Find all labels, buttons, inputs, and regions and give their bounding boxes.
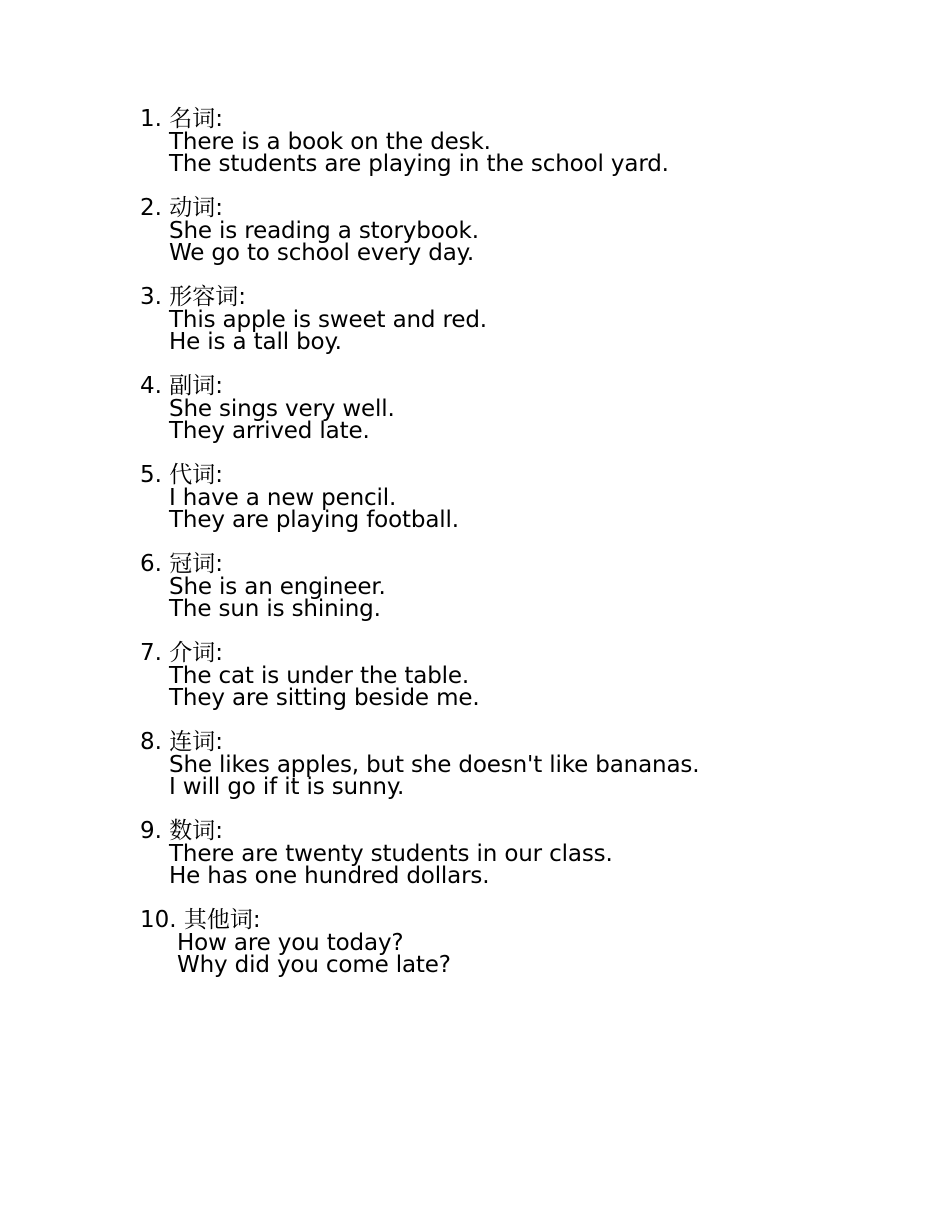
section-heading: 5. 代词:: [140, 462, 224, 488]
example-sentence: They arrived late.: [169, 418, 370, 444]
example-sentence: She likes apples, but she doesn't like bananas.: [169, 752, 700, 778]
example-sentence: We go to school every day.: [169, 240, 475, 266]
section-heading: 10. 其他词:: [140, 907, 261, 933]
section-other-words: [140, 908, 900, 976]
section-heading: 1. 名词:: [140, 106, 224, 132]
section-articles: [140, 552, 900, 620]
section-heading: 3. 形容词:: [140, 284, 247, 310]
example-sentence: The sun is shining.: [169, 596, 381, 622]
section-numerals: [140, 819, 900, 887]
example-sentence: I will go if it is sunny.: [169, 774, 405, 800]
section-heading: 2. 动词:: [140, 195, 224, 221]
section-heading: 8. 连词:: [140, 729, 224, 755]
example-sentence: There are twenty students in our class.: [169, 841, 613, 867]
section-adjectives: [140, 285, 900, 353]
example-sentence: He is a tall boy.: [169, 329, 342, 355]
example-sentence: She is reading a storybook.: [169, 218, 479, 244]
example-sentence: She sings very well.: [169, 396, 395, 422]
section-conjunctions: [140, 730, 900, 798]
example-sentence: They are playing football.: [169, 507, 459, 533]
example-sentence: How are you today?: [177, 930, 404, 956]
section-heading: 7. 介词:: [140, 640, 224, 666]
document-page: [140, 107, 900, 997]
section-adverbs: [140, 374, 900, 442]
section-verbs: [140, 196, 900, 264]
example-sentence: He has one hundred dollars.: [169, 863, 490, 889]
section-pronouns: [140, 463, 900, 531]
section-prepositions: [140, 641, 900, 709]
example-sentence: She is an engineer.: [169, 574, 386, 600]
example-sentence: I have a new pencil.: [169, 485, 397, 511]
section-nouns: [140, 107, 900, 175]
example-sentence: The cat is under the table.: [169, 663, 470, 689]
example-sentence: The students are playing in the school yard.: [169, 151, 669, 177]
section-heading: 9. 数词:: [140, 818, 224, 844]
section-heading: 6. 冠词:: [140, 551, 224, 577]
example-sentence: This apple is sweet and red.: [169, 307, 487, 333]
section-heading: 4. 副词:: [140, 373, 224, 399]
example-sentence: There is a book on the desk.: [169, 129, 491, 155]
example-sentence: They are sitting beside me.: [169, 685, 480, 711]
example-sentence: Why did you come late?: [177, 952, 451, 978]
